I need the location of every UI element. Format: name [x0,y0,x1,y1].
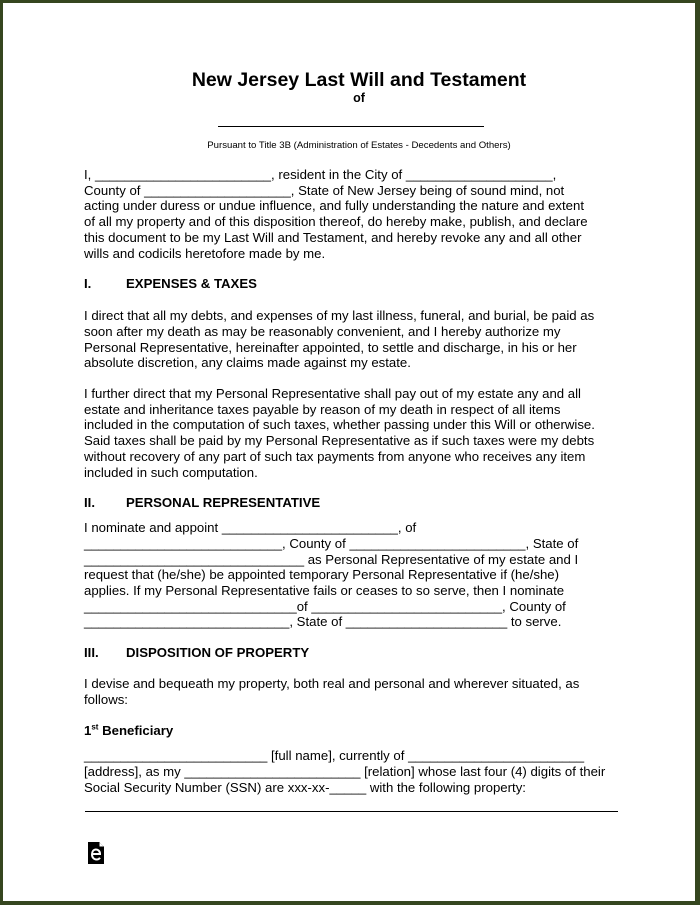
intro-line: County of ____________________, State of New Jersey being of sound mind, not [84,182,565,198]
paragraph-line: follows: [84,691,128,707]
paragraph-line: ____________________________, State of ______________________ to serve. [84,614,562,630]
intro-line: acting under duress or undue influence, and fully understanding the nature and extent [84,198,585,214]
section-heading-expenses [84,276,624,292]
section-title: EXPENSES & TAXES [126,276,257,292]
expenses-paragraph-1 [84,308,624,371]
paragraph-line: _________________________ [full name], currently of ________________________ [84,748,585,764]
paragraph-line: ______________________________ as Personal Representative of my estate and I [84,551,579,567]
intro-paragraph [84,167,624,261]
document-title: New Jersey Last Will and Testament [191,69,527,91]
section-heading-disposition [84,645,624,661]
disposition-paragraph [84,676,624,707]
section-number: I. [84,276,92,292]
representative-paragraph [84,520,624,630]
document-page [3,3,695,901]
intro-line: I, ________________________, resident in the City of ____________________, [84,167,557,182]
testator-name-line [218,126,484,127]
intro-line: of all my property and of this disposition thereof, do hereby make, publish, and declare [84,214,588,230]
paragraph-line: _____________________________of __________________________, County of [84,598,566,614]
paragraph-line: [address], as my ________________________ [relation] whose last four (4) digits of their [84,763,606,779]
paragraph-line: estate and inheritance taxes payable by reason of my death in respect of all items [84,401,561,417]
paragraph-line: included in such computation. [84,464,258,480]
paragraph-line: I direct that all my debts, and expenses of my last illness, funeral, and burial, be paid as [84,308,595,324]
property-line [85,811,618,812]
beneficiary-label: Beneficiary [98,722,174,738]
pursuant-statute: Pursuant to Title 3B (Administration of Estates - Decedents and Others) [207,140,511,151]
paragraph-line: I further direct that my Personal Representative shall pay out of my estate any and all [84,386,581,402]
paragraph-line: absolute discretion, any claims made against my estate. [84,355,411,371]
paragraph-line: applies. If my Personal Representative fails or ceases to so serve, then I nominate [84,583,565,599]
paragraph-line: soon after my death as may be reasonably convenient, and I hereby authorize my [84,323,561,339]
eforms-logo-icon [87,841,105,865]
paragraph-line: Said taxes shall be paid by my Personal Representative as if such taxes were my debts [84,433,595,449]
paragraph-line: ___________________________, County of ________________________, State of [84,535,579,551]
eforms-logo-icon [87,841,105,870]
beneficiary-ordinal: 1 [84,722,92,738]
intro-line: this document to be my Last Will and Testament, and hereby revoke any and all other [84,229,582,245]
paragraph-line: included in the computation of such taxes, whether passing under this Will or otherwise. [84,417,595,433]
section-number: III. [84,645,99,661]
paragraph-line: I nominate and appoint ________________________, of [84,520,417,536]
document-of: of [353,91,365,105]
document-content [84,69,624,812]
section-heading-personal-representative [84,495,624,511]
paragraph-line: Personal Representative, hereinafter appointed, to settle and discharge, in his or her [84,339,577,355]
expenses-paragraph-2 [84,386,624,480]
section-title: PERSONAL REPRESENTATIVE [126,495,321,511]
beneficiary-ordinal-suffix: st [91,722,99,732]
paragraph-line: request that (he/she) be appointed temporary Personal Representative if (he/she) [84,567,560,583]
beneficiary-heading [84,723,624,739]
section-title: DISPOSITION OF PROPERTY [126,645,310,661]
paragraph-line: I devise and bequeath my property, both real and personal and wherever situated, as [84,676,580,692]
section-number: II. [84,495,95,511]
intro-line: wills and codicils heretofore made by me. [84,245,326,261]
paragraph-line: without recovery of any part of such tax payments from anyone who receives any item [84,448,586,464]
paragraph-line: Social Security Number (SSN) are xxx-xx-_____ with the following property: [84,779,526,795]
beneficiary-paragraph [84,748,624,795]
